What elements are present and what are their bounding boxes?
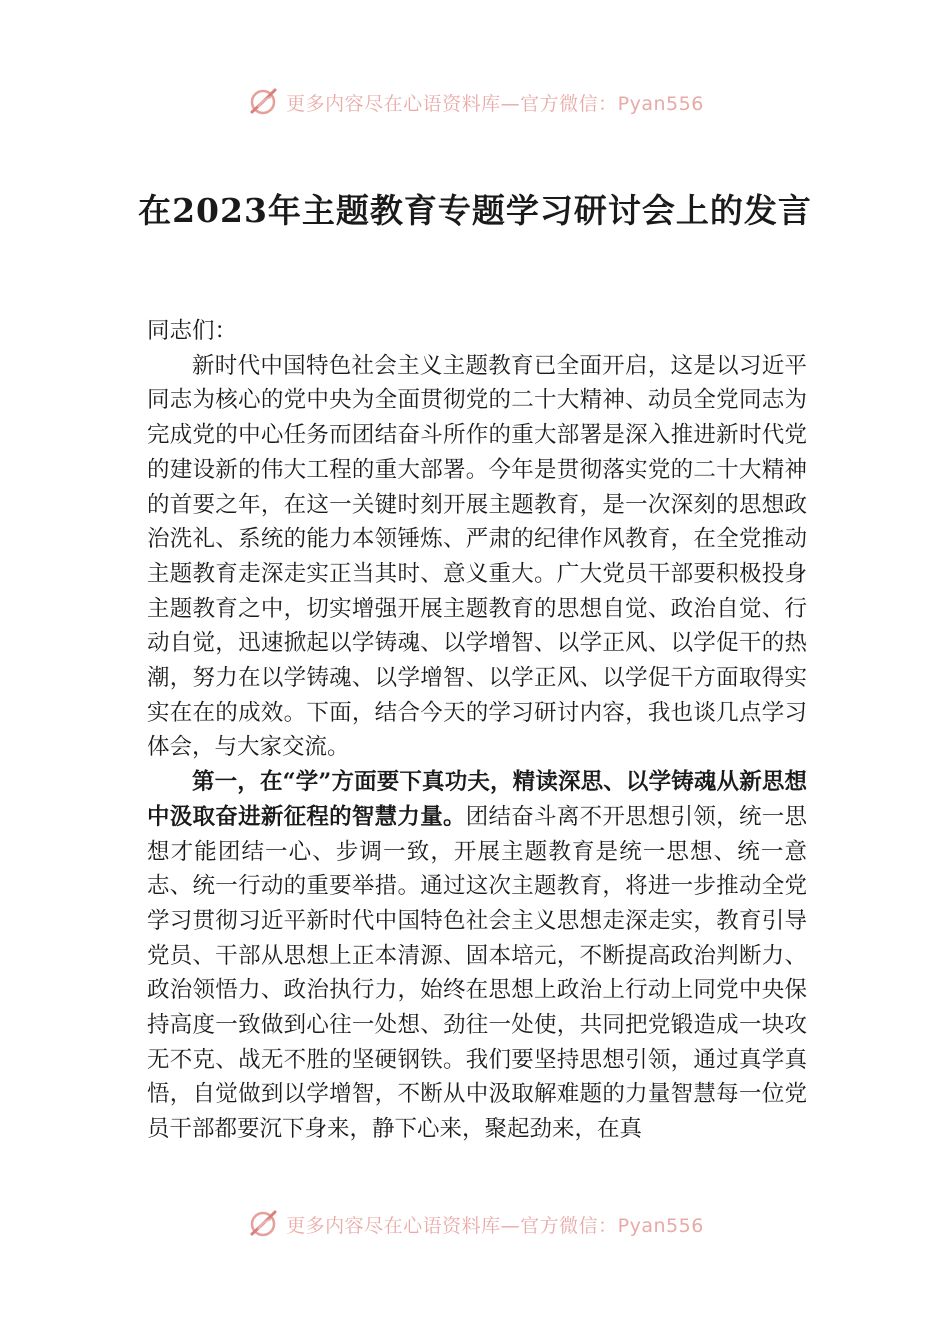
watermark-header bbox=[0, 82, 950, 122]
paragraph-section-1 bbox=[147, 765, 807, 1147]
logo-icon bbox=[246, 1207, 280, 1241]
section-1-heading: 第一，在“学”方面要下真功夫，精读深思、以学铸魂从新思想中汲取奋进新征程的智慧力量。 bbox=[147, 769, 807, 830]
section-1-body: 团结奋斗离不开思想引领，统一思想才能团结一心、步调一致，开展主题教育是统一思想、统一意志、统一行动的重要举措。通过这次主题教育，将进一步推动全党学习贯彻习近平新时代中国特色社会主义思想走深走实，教育引导党员、干部从思想上正本清源、固本培元，不断提高政治判断力、政治领悟力、政治执行力，始终在思想上政治上行动上同党中央保持高度一致做到心往一处想、劲往一处使，共同把党锻造成一块攻无不克、战无不胜的坚硬钢铁。我们要坚持思想引领，通过真学真悟，自觉做到以学增智，不断从中汲取解难题的力量智慧每一位党员干部都要沉下身来，静下心来，聚起劲来，在真 bbox=[147, 803, 807, 1143]
watermark-text: 更多内容尽在心语资料库—官方微信：Pyan556 bbox=[286, 1214, 704, 1237]
watermark-footer bbox=[0, 1204, 950, 1244]
watermark-text: 更多内容尽在心语资料库—官方微信：Pyan556 bbox=[286, 92, 704, 115]
logo-icon bbox=[246, 85, 280, 119]
document-title: 在2023年主题教育专题学习研讨会上的发言 bbox=[138, 191, 812, 230]
document-body bbox=[147, 314, 807, 1220]
salutation: 同志们： bbox=[147, 318, 238, 344]
paragraph-intro: 新时代中国特色社会主义主题教育已全面开启，这是以习近平同志为核心的党中央为全面贯彻党的二十大精神、动员全党同志为完成党的中心任务而团结奋斗所作的重大部署是深入推进新时代党的建设新的伟大工程的重大部署。今年是贯彻落实党的二十大精神的首要之年，在这一关键时刻开展主题教育，是一次深刻的思想政治洗礼、系统的能力本领锤炼、严肃的纪律作风教育，在全党推动主题教育走深走实正当其时、意义重大。广大党员干部要积极投身主题教育之中，切实增强开展主题教育的思想自觉、政治自觉、行动自觉，迅速掀起以学铸魂、以学增智、以学正风、以学促干的热潮，努力在以学铸魂、以学增智、以学正风、以学促干方面取得实实在在的成效。下面，结合今天的学习研讨内容，我也谈几点学习体会，与大家交流。 bbox=[147, 352, 807, 761]
